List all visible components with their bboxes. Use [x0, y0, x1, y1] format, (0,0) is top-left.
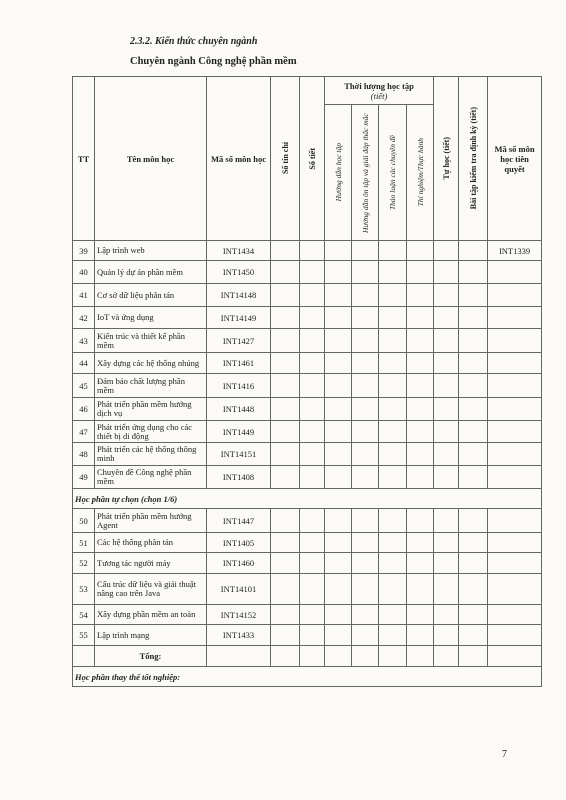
course-code: INT14148 — [207, 284, 271, 307]
row-number: 53 — [73, 574, 95, 605]
subtitle: Chuyên ngành Công nghệ phần mềm — [130, 56, 297, 67]
row-number: 43 — [73, 329, 95, 353]
course-code: INT14101 — [207, 574, 271, 605]
prereq-code — [488, 625, 542, 646]
course-code: INT1447 — [207, 509, 271, 533]
table-row — [73, 605, 542, 625]
prereq-code — [488, 307, 542, 329]
course-code: INT1405 — [207, 533, 271, 553]
course-code: INT1416 — [207, 374, 271, 398]
row-number: 40 — [73, 261, 95, 284]
prereq-code — [488, 353, 542, 374]
course-code: INT14151 — [207, 443, 271, 466]
prereq-code — [488, 443, 542, 466]
course-name: Cấu trúc dữ liệu và giải thuật nâng cao trên Java — [95, 574, 207, 605]
header-discussion: Thảo luận các chuyên đề — [379, 105, 407, 241]
table-row — [73, 553, 542, 574]
row-number: 45 — [73, 374, 95, 398]
table-row — [73, 374, 542, 398]
prereq-code — [488, 329, 542, 353]
row-number: 41 — [73, 284, 95, 307]
replacement-group-label: Học phần thay thế tốt nghiệp: — [73, 667, 542, 687]
table-row — [73, 398, 542, 421]
table-row — [73, 261, 542, 284]
course-code: INT1450 — [207, 261, 271, 284]
section-title: 2.3.2. Kiến thức chuyên ngành — [130, 36, 258, 47]
row-number: 47 — [73, 421, 95, 443]
row-number: 48 — [73, 443, 95, 466]
course-code: INT1427 — [207, 329, 271, 353]
course-name: Quản lý dự án phần mềm — [95, 261, 207, 284]
header-name: Tên môn học — [95, 77, 207, 241]
row-number: 52 — [73, 553, 95, 574]
header-periods: Số tiết — [300, 77, 325, 241]
course-name: Phát triển ứng dụng cho các thiết bị di động — [95, 421, 207, 443]
prereq-code — [488, 605, 542, 625]
header-guided: Hướng dẫn học tập — [325, 105, 352, 241]
course-name: Kiến trúc và thiết kế phần mềm — [95, 329, 207, 353]
course-code: INT1460 — [207, 553, 271, 574]
table-row — [73, 466, 542, 489]
course-code: INT14152 — [207, 605, 271, 625]
course-code: INT1461 — [207, 353, 271, 374]
table-row — [73, 533, 542, 553]
table-row — [73, 574, 542, 605]
prereq-code — [488, 533, 542, 553]
prereq-code — [488, 284, 542, 307]
header-study-time: Thời lượng học tập (tiết) — [325, 77, 434, 105]
course-name: Chuyên đề Công nghệ phần mềm — [95, 466, 207, 489]
course-name: Xây dựng phần mềm an toàn — [95, 605, 207, 625]
header-review: Hướng dẫn ôn tập và giải đáp thắc mắc — [352, 105, 379, 241]
prereq-code — [488, 466, 542, 489]
row-number: 44 — [73, 353, 95, 374]
header-prereq: Mã số môn học tiên quyết — [488, 77, 542, 241]
course-name: Phát triển phần mềm hướng dịch vụ — [95, 398, 207, 421]
course-name: Cơ sở dữ liệu phân tán — [95, 284, 207, 307]
table-row — [73, 421, 542, 443]
prereq-code: INT1339 — [488, 241, 542, 261]
table-row — [73, 241, 542, 261]
row-number: 39 — [73, 241, 95, 261]
header-tt: TT — [73, 77, 95, 241]
course-name: Phát triển các hệ thống thông minh — [95, 443, 207, 466]
elective-group-label: Học phần tự chọn (chọn 1/6) — [73, 489, 542, 509]
total-label: Tổng: — [95, 646, 207, 667]
header-practice: Thí nghiệm/Thực hành — [407, 105, 434, 241]
prereq-code — [488, 261, 542, 284]
header-self-study: Tự học (tiết) — [434, 77, 459, 241]
curriculum-table — [72, 76, 542, 687]
table-row — [73, 284, 542, 307]
table-row — [73, 329, 542, 353]
course-name: Phát triển phần mềm hướng Agent — [95, 509, 207, 533]
course-name: Lập trình web — [95, 241, 207, 261]
header-credits: Số tín chỉ — [271, 77, 300, 241]
row-number: 51 — [73, 533, 95, 553]
course-code: INT14149 — [207, 307, 271, 329]
table-row — [73, 353, 542, 374]
table-row — [73, 443, 542, 466]
row-number: 55 — [73, 625, 95, 646]
course-code: INT1448 — [207, 398, 271, 421]
course-code: INT1449 — [207, 421, 271, 443]
header-exercises: Bài tập kiểm tra định kỳ (tiết) — [459, 77, 488, 241]
prereq-code — [488, 553, 542, 574]
prereq-code — [488, 374, 542, 398]
prereq-code — [488, 421, 542, 443]
course-name: Lập trình mạng — [95, 625, 207, 646]
table-row — [73, 307, 542, 329]
course-name: Xây dựng các hệ thống nhúng — [95, 353, 207, 374]
page-number: 7 — [502, 749, 507, 760]
row-number: 46 — [73, 398, 95, 421]
row-number: 49 — [73, 466, 95, 489]
prereq-code — [488, 574, 542, 605]
course-name: Đảm bảo chất lượng phần mềm — [95, 374, 207, 398]
prereq-code — [488, 398, 542, 421]
prereq-code — [488, 509, 542, 533]
header-code: Mã số môn học — [207, 77, 271, 241]
course-name: IoT và ứng dụng — [95, 307, 207, 329]
course-code: INT1433 — [207, 625, 271, 646]
course-name: Tương tác người máy — [95, 553, 207, 574]
row-number: 42 — [73, 307, 95, 329]
table-row — [73, 625, 542, 646]
table-row — [73, 509, 542, 533]
row-number: 54 — [73, 605, 95, 625]
course-code: INT1408 — [207, 466, 271, 489]
course-name: Các hệ thống phân tán — [95, 533, 207, 553]
course-code: INT1434 — [207, 241, 271, 261]
row-number: 50 — [73, 509, 95, 533]
